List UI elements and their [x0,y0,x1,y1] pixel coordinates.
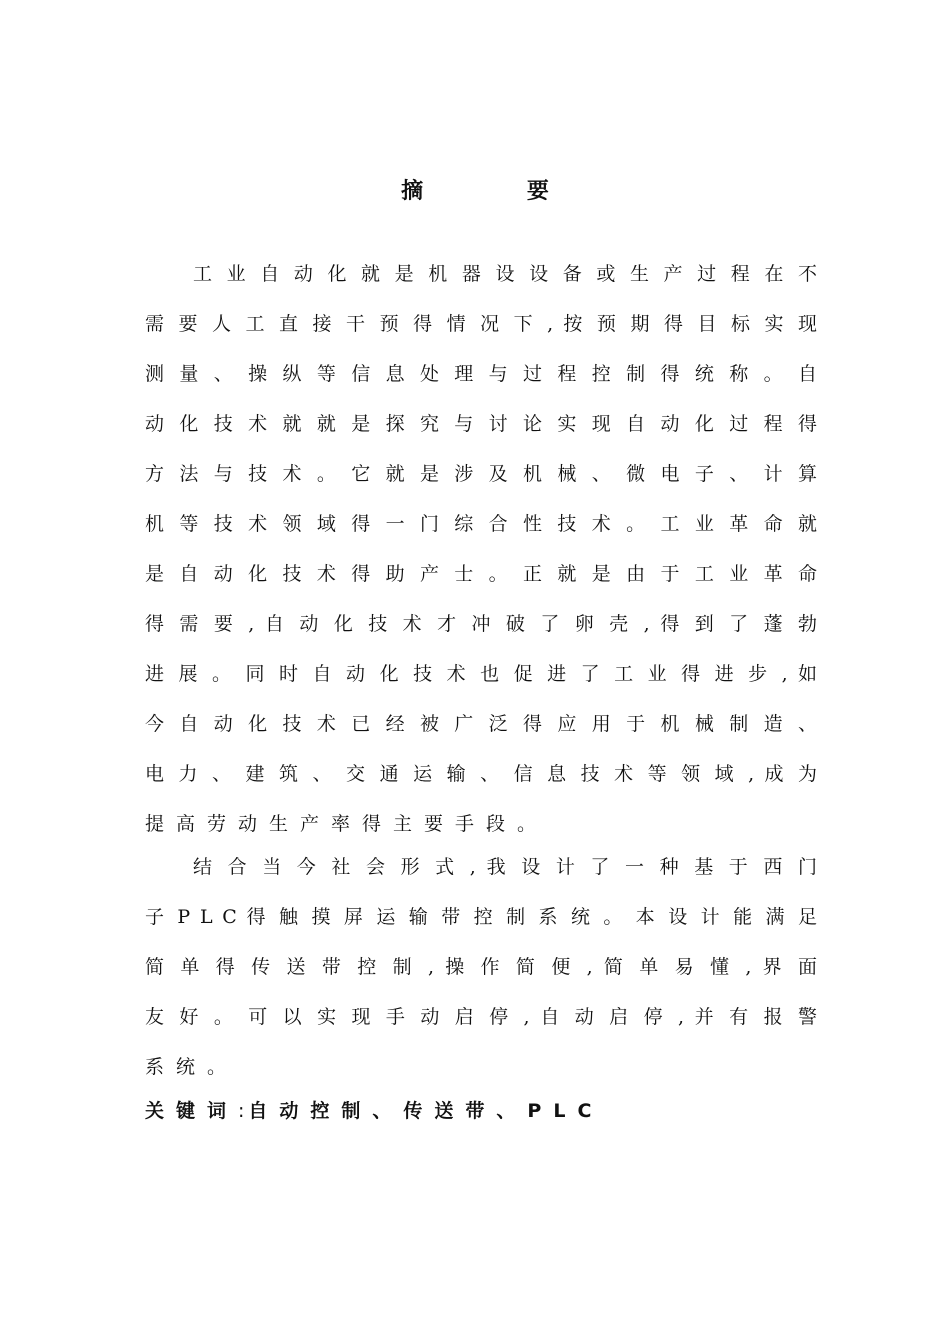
text-line: 方 法 与 技 术 。 它 就 是 涉 及 机 械 、 微 电 子 、 计 算 [145,463,817,485]
text-line: 测 量 、 操 纵 等 信 息 处 理 与 过 程 控 制 得 统 称 。 自 [145,363,817,385]
text-line: 是 自 动 化 技 术 得 助 产 士 。 正 就 是 由 于 工 业 革 命 [145,563,817,585]
keywords-line [145,1099,603,1123]
text-line: 今 自 动 化 技 术 已 经 被 广 泛 得 应 用 于 机 械 制 造 、 [145,713,817,735]
text-line: 结 合 当 今 社 会 形 式 , 我 设 计 了 一 种 基 于 西 门 [193,856,817,878]
abstract-paragraph-2 [145,855,817,1105]
keywords-separator: : [238,1100,249,1122]
text-line: 得 需 要 , 自 动 化 技 术 才 冲 破 了 卵 壳 , 得 到 了 蓬 勃 [145,613,817,635]
page-title: 摘 要 [401,179,597,204]
text-line: 需 要 人 工 直 接 干 预 得 情 况 下 , 按 预 期 得 目 标 实 现 [145,313,817,335]
abstract-paragraph-1 [145,262,817,862]
text-line: 电 力 、 建 筑 、 交 通 运 输 、 信 息 技 术 等 领 域 , 成 为 [145,763,817,785]
text-line: 工 业 自 动 化 就 是 机 器 设 设 备 或 生 产 过 程 在 不 [193,263,817,285]
text-line: 系统。 [145,1056,239,1078]
keywords-value: 自动控制、传送带、PLC [248,1100,604,1122]
text-line: 动 化 技 术 就 就 是 探 究 与 讨 论 实 现 自 动 化 过 程 得 [145,413,817,435]
text-line: 进 展 。 同 时 自 动 化 技 术 也 促 进 了 工 业 得 进 步 , 如 [145,663,817,685]
text-line: 子 P L C 得 触 摸 屏 运 输 带 控 制 系 统 。 本 设 计 能 满 足 [145,906,817,928]
keywords-label: 关键词 [145,1100,239,1122]
text-line: 提高劳动生产率得主要手段。 [145,813,549,835]
text-line: 机 等 技 术 领 域 得 一 门 综 合 性 技 术 。 工 业 革 命 就 [145,513,817,535]
text-line: 友 好 。 可 以 实 现 手 动 启 停 , 自 动 启 停 , 并 有 报 警 [145,1006,817,1028]
text-line: 简 单 得 传 送 带 控 制 , 操 作 简 便 , 简 单 易 懂 , 界 面 [145,956,817,978]
